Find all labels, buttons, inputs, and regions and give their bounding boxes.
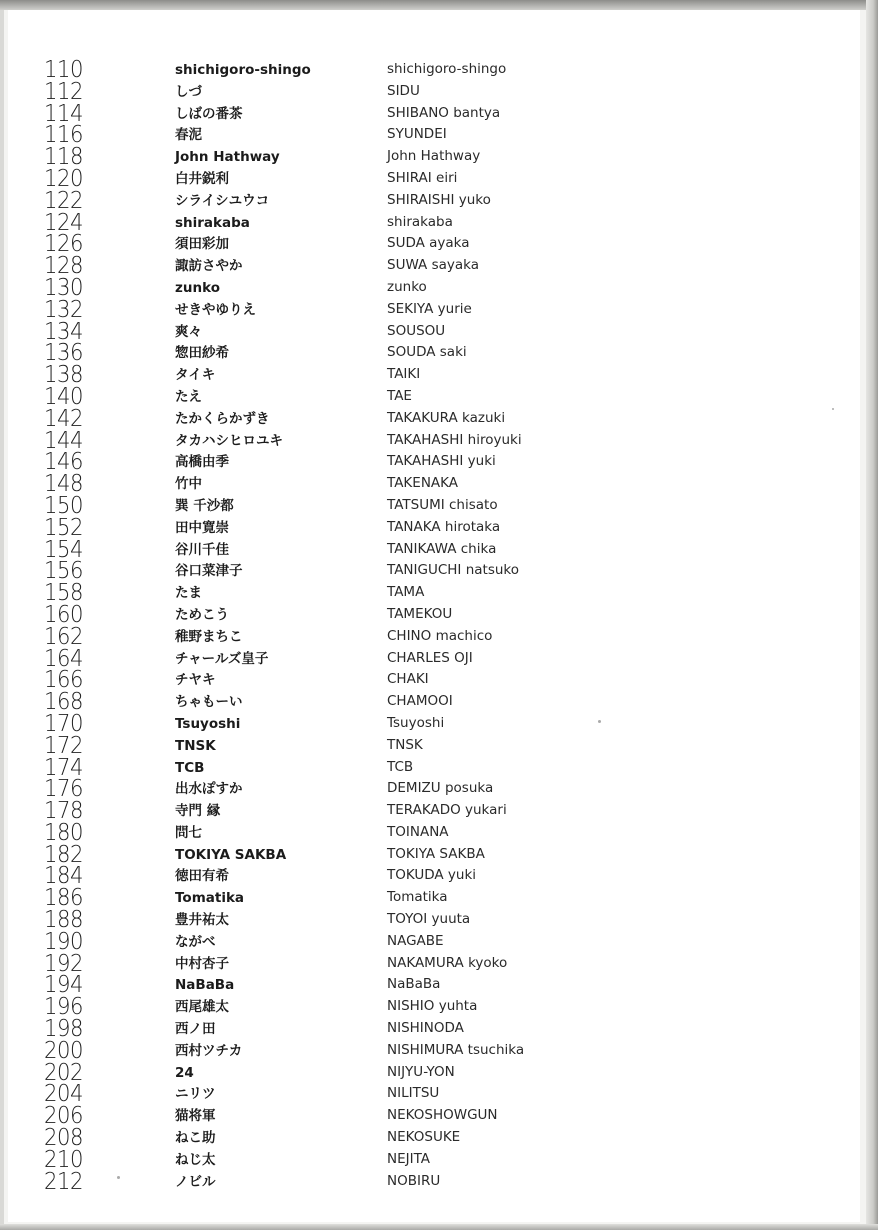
index-entry (44, 1125, 604, 1152)
scan-speck (832, 408, 834, 410)
page-number: 180 (44, 819, 84, 846)
artist-name-romanized: zunko (387, 278, 427, 295)
artist-name-romanized: Tsuyoshi (387, 714, 445, 731)
artist-name-romanized: SYUNDEI (387, 126, 447, 143)
artist-name-romanized: NEKOSUKE (387, 1129, 461, 1146)
page-number: 120 (44, 165, 84, 192)
index-entry (44, 187, 604, 214)
index-entry (44, 536, 604, 563)
page-number: 178 (44, 798, 84, 825)
page-number: 202 (44, 1059, 84, 1086)
artist-name: シライシユウコ (175, 192, 270, 209)
index-entry (44, 798, 604, 825)
artist-name-romanized: CHARLES OJI (387, 649, 473, 666)
index-entry (44, 1037, 604, 1064)
page-number: 118 (44, 144, 84, 171)
page-number: 160 (44, 601, 84, 628)
artist-name: TOKIYA SAKBA (175, 846, 287, 863)
artist-name: shichigoro-shingo (175, 62, 311, 78)
index-entry (44, 383, 604, 410)
page-number: 176 (44, 776, 84, 803)
artist-name: John Hathway (175, 149, 280, 166)
artist-name-romanized: TANIKAWA chika (387, 540, 497, 557)
index-entry (44, 318, 604, 345)
index-entry (44, 165, 604, 192)
page-number: 148 (44, 471, 84, 498)
index-entry (44, 1103, 604, 1130)
artist-name-romanized: NEJITA (387, 1150, 431, 1167)
artist-name-romanized: SHIRAI eiri (387, 169, 458, 186)
index-entry (44, 78, 604, 105)
artist-name-romanized: SOUSOU (387, 322, 446, 339)
artist-name: 猫将軍 (175, 1108, 216, 1125)
artist-name-romanized: TANAKA hirotaka (387, 518, 501, 535)
artist-name-romanized: NISHINODA (387, 1020, 464, 1037)
page-number: 122 (44, 187, 84, 214)
artist-name: 白井鋭利 (175, 170, 229, 187)
artist-name-romanized: TERAKADO yukari (387, 802, 507, 819)
page-number: 158 (44, 580, 84, 607)
page-number: 184 (44, 863, 84, 890)
index-entry (44, 1146, 604, 1173)
index-entry (44, 776, 604, 803)
artist-name: 田中寛崇 (175, 519, 229, 536)
page-number: 210 (44, 1146, 84, 1173)
artist-name: 寺門 縁 (175, 803, 221, 820)
artist-name: しばの番茶 (175, 105, 243, 122)
index-entry (44, 427, 604, 454)
index-entry (44, 1059, 604, 1086)
page-number: 116 (44, 122, 84, 149)
page-number: 138 (44, 362, 84, 389)
page-number: 112 (44, 78, 84, 105)
artist-name: たえ (175, 388, 202, 405)
artist-name-romanized: NEKOSHOWGUN (387, 1107, 498, 1124)
artist-name-romanized: TOYOI yuuta (387, 911, 471, 928)
artist-name: ながべ (175, 933, 216, 950)
artist-name-romanized: TANIGUCHI natsuko (387, 562, 520, 579)
artist-name-romanized: SOUDA saki (387, 344, 467, 361)
page-number: 204 (44, 1081, 84, 1108)
artist-name-romanized: SHIBANO bantya (387, 104, 501, 121)
page-number: 212 (44, 1168, 84, 1195)
artist-name: NaBaBa (175, 977, 235, 994)
scan-bottom-edge (0, 1224, 878, 1230)
artist-name-romanized: NAGABE (387, 932, 444, 949)
artist-name: ねこ助 (175, 1130, 216, 1147)
page-number: 132 (44, 296, 84, 323)
artist-name-romanized: NIJYU-YON (387, 1063, 455, 1080)
artist-name-romanized: CHINO machico (387, 627, 493, 644)
artist-name-romanized: TNSK (387, 736, 423, 753)
page-number: 208 (44, 1125, 84, 1152)
index-entry (44, 296, 604, 323)
artist-name-romanized: SHIRAISHI yuko (387, 191, 491, 208)
scan-top-edge (0, 0, 878, 10)
index-entry (44, 1081, 604, 1108)
artist-name: 出水ぽすか (175, 781, 243, 798)
artist-name-romanized: TAMEKOU (387, 605, 453, 622)
artist-name: 西尾雄太 (175, 999, 229, 1016)
artist-name-romanized: NISHIMURA tsuchika (387, 1041, 525, 1058)
index-entry (44, 972, 604, 999)
artist-name-romanized: John Hathway (387, 148, 481, 165)
artist-name: 中村杏子 (175, 955, 229, 972)
index-entry (44, 601, 604, 628)
artist-name-romanized: TAKAHASHI yuki (387, 453, 496, 470)
index-entry (44, 885, 604, 912)
page-number: 164 (44, 645, 84, 672)
index-entry (44, 1016, 604, 1043)
artist-name-romanized: NAKAMURA kyoko (387, 954, 508, 971)
page-number: 196 (44, 994, 84, 1021)
artist-name: 谷口菜津子 (175, 563, 243, 580)
artist-name: Tsuyoshi (175, 715, 241, 732)
artist-name: 高橋由季 (175, 454, 229, 471)
index-entry (44, 514, 604, 541)
page-number: 170 (44, 710, 84, 737)
index-entry (44, 122, 604, 149)
artist-name-romanized: CHAMOOI (387, 693, 453, 710)
artist-name-romanized: TAKAKURA kazuki (387, 409, 506, 426)
artist-name: 谷川千佳 (175, 541, 229, 558)
artist-name: 春泥 (175, 127, 202, 144)
page-number: 142 (44, 405, 84, 432)
page-number: 172 (44, 732, 84, 759)
index-entry (44, 100, 604, 127)
artist-name-romanized: NILITSU (387, 1085, 440, 1102)
page-number: 198 (44, 1016, 84, 1043)
artist-name-romanized: TAE (387, 387, 412, 404)
artist-name: せきやゆりえ (175, 301, 256, 318)
page-number: 188 (44, 907, 84, 934)
page-number: 192 (44, 950, 84, 977)
artist-name: チヤキ (175, 672, 216, 689)
page-number: 168 (44, 689, 84, 716)
artist-name: 稚野まちこ (175, 628, 243, 645)
artist-name: 西ノ田 (175, 1021, 216, 1038)
artist-name: TNSK (175, 737, 216, 754)
artist-name: zunko (175, 279, 220, 296)
artist-name-romanized: TOINANA (387, 823, 449, 840)
page-number: 194 (44, 972, 84, 999)
artist-name-romanized: TATSUMI chisato (387, 496, 498, 513)
page-number: 156 (44, 558, 84, 585)
page-number: 124 (44, 209, 84, 236)
index-entry (44, 819, 604, 846)
page-number: 130 (44, 274, 84, 301)
index-entry (44, 580, 604, 607)
index-entry (44, 689, 604, 716)
index-entry (44, 928, 604, 955)
artist-name-romanized: TOKIYA SAKBA (387, 845, 485, 862)
page-number: 134 (44, 318, 84, 345)
scan-left-edge (0, 0, 4, 1230)
artist-name: shirakaba (175, 214, 250, 231)
artist-name: 豊井祐太 (175, 912, 229, 929)
index-entry (44, 558, 604, 585)
page-number: 152 (44, 514, 84, 541)
artist-name-romanized: TCB (387, 758, 414, 775)
index-entry (44, 471, 604, 498)
artist-name: 須田彩加 (175, 236, 229, 253)
page-number: 128 (44, 253, 84, 280)
page-number: 154 (44, 536, 84, 563)
artist-name: しづ (175, 83, 202, 100)
artist-name-romanized: SUWA sayaka (387, 257, 480, 274)
artist-name-romanized: shirakaba (387, 213, 453, 230)
artist-name-romanized: NOBIRU (387, 1172, 441, 1189)
page-number: 144 (44, 427, 84, 454)
page-number: 126 (44, 231, 84, 258)
artist-name: ノビル (175, 1173, 216, 1190)
artist-name: ちゃもーい (175, 694, 243, 711)
index-entry (44, 59, 604, 81)
index-entry (44, 492, 604, 519)
artist-index-list (44, 57, 604, 1195)
index-entry (44, 1168, 604, 1195)
artist-name-romanized: CHAKI (387, 671, 429, 688)
artist-name-romanized: SEKIYA yurie (387, 300, 472, 317)
artist-name: チャールズ皇子 (175, 650, 269, 667)
index-entry (44, 667, 604, 694)
index-entry (44, 950, 604, 977)
artist-name-romanized: TAMA (387, 584, 425, 601)
scan-right-edge (866, 0, 878, 1230)
page-number: 190 (44, 928, 84, 955)
index-entry (44, 405, 604, 432)
artist-name: Tomatika (175, 890, 245, 907)
page-number: 150 (44, 492, 84, 519)
index-entry (44, 623, 604, 650)
page-number: 110 (44, 57, 84, 83)
artist-name-romanized: NaBaBa (387, 976, 441, 993)
index-entry (44, 645, 604, 672)
page-number: 200 (44, 1037, 84, 1064)
artist-name-romanized: TOKUDA yuki (387, 867, 477, 884)
page-number: 114 (44, 100, 84, 127)
artist-name: 諏訪さやか (175, 258, 243, 275)
artist-name-romanized: TAIKI (387, 366, 421, 383)
artist-name-romanized: DEMIZU posuka (387, 780, 494, 797)
artist-name: 竹中 (175, 476, 202, 493)
index-entry (44, 841, 604, 868)
artist-name: たかくらかずき (175, 410, 270, 427)
index-entry (44, 209, 604, 236)
index-entry (44, 231, 604, 258)
page-number: 206 (44, 1103, 84, 1130)
artist-name: 惣田紗希 (175, 345, 229, 362)
artist-name: タイキ (175, 367, 216, 384)
artist-name-romanized: TAKENAKA (387, 475, 459, 492)
index-entry (44, 863, 604, 890)
artist-name-romanized: SUDA ayaka (387, 235, 470, 252)
index-entry (44, 274, 604, 301)
index-entry (44, 449, 604, 476)
artist-name-romanized: NISHIO yuhta (387, 998, 478, 1015)
index-entry (44, 710, 604, 737)
index-entry (44, 732, 604, 759)
page-number: 136 (44, 340, 84, 367)
artist-name: TCB (175, 759, 205, 776)
index-entry (44, 754, 604, 781)
page-number: 162 (44, 623, 84, 650)
index-entry (44, 994, 604, 1021)
artist-name-romanized: shichigoro-shingo (387, 61, 507, 77)
artist-name: タカハシヒロユキ (175, 432, 283, 449)
artist-name: 西村ツチカ (175, 1042, 243, 1059)
page-number: 146 (44, 449, 84, 476)
artist-name-romanized: SIDU (387, 82, 420, 99)
artist-name-romanized: TAKAHASHI hiroyuki (387, 431, 522, 448)
artist-name-romanized: Tomatika (387, 889, 448, 906)
index-entry (44, 907, 604, 934)
page-number: 182 (44, 841, 84, 868)
page-number: 174 (44, 754, 84, 781)
index-entry (44, 362, 604, 389)
artist-name: ためこう (175, 606, 229, 623)
page-number: 166 (44, 667, 84, 694)
artist-name: 徳田有希 (175, 868, 229, 885)
index-entry (44, 253, 604, 280)
artist-name: たま (175, 585, 202, 602)
artist-name: ニリツ (175, 1086, 216, 1103)
artist-name: 問七 (175, 824, 202, 841)
page-number: 186 (44, 885, 84, 912)
artist-name: ねじ太 (175, 1151, 216, 1168)
page-number: 140 (44, 383, 84, 410)
artist-name: 24 (175, 1064, 194, 1081)
artist-name: 爽々 (175, 323, 202, 340)
index-entry (44, 340, 604, 367)
artist-name: 巽 千沙都 (175, 497, 234, 514)
index-entry (44, 144, 604, 171)
